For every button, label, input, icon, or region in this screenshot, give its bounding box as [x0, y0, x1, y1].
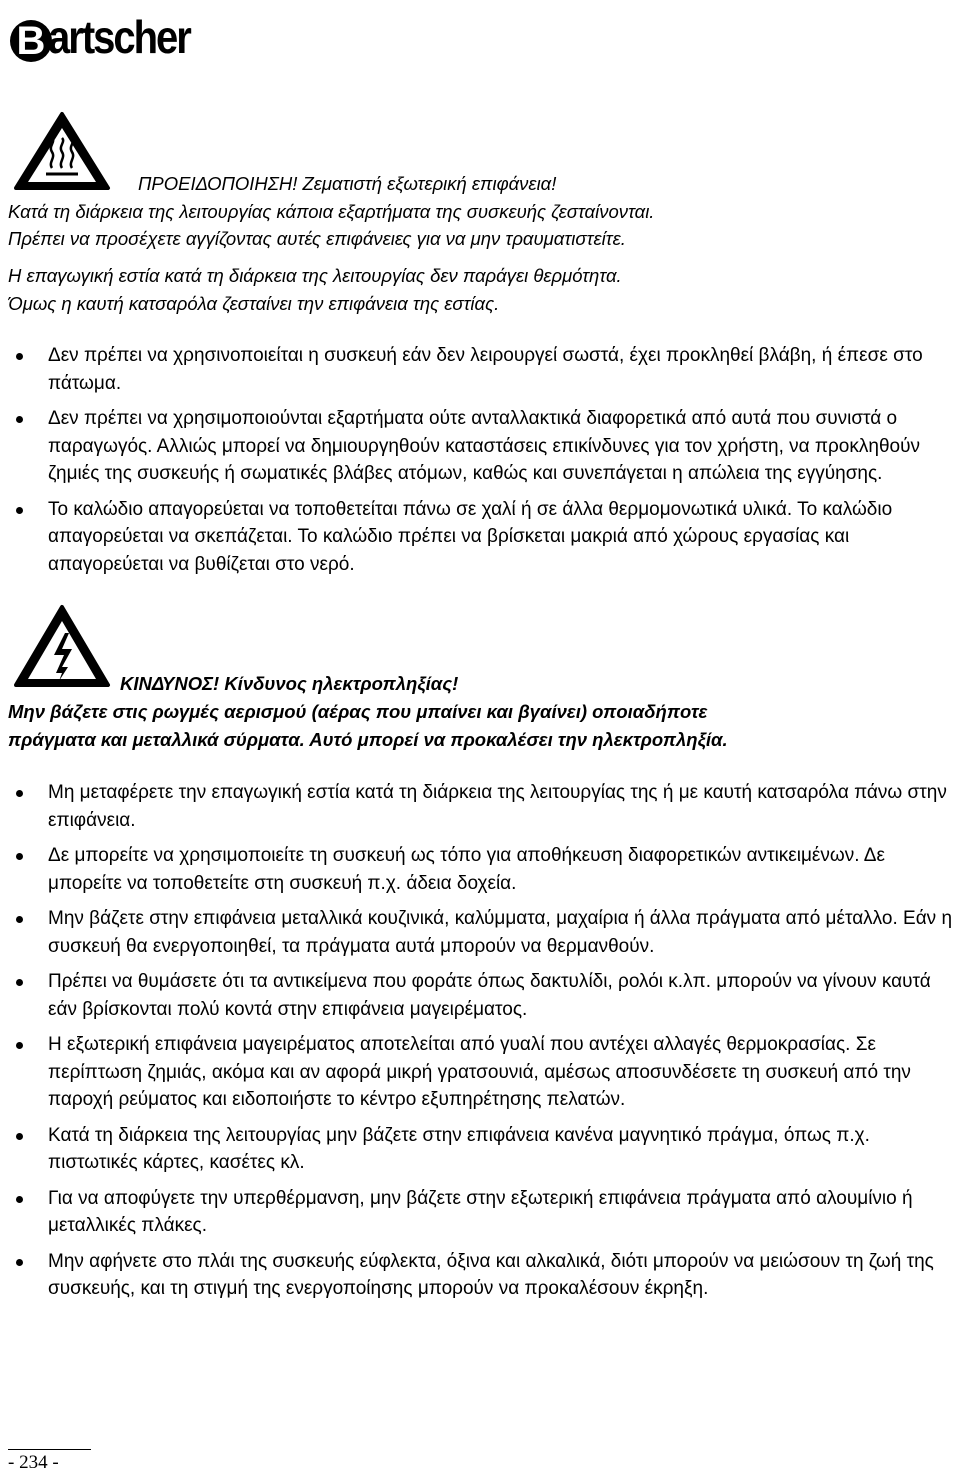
bullet-icon: [16, 507, 23, 514]
list-item: [0, 905, 960, 960]
list-item-text: Μην βάζετε στην επιφάνεια μεταλλικά κουζινικά, καλύμματα, μαχαίρια ή άλλα πράγματα από μέταλλο. Εάν η συσκευή θα ενεργοποιηθεί, τα πράγματα αυτά μπορούν να θερμανθούν.: [48, 908, 953, 957]
list-item-text: Δε μπορείτε να χρησιμοποιείτε τη συσκευή ως τόπο για αποθήκευση διαφορετικών αντικειμένων. Δε μπορείτε να τοποθετείτε στη συσκευή π.χ. άδεια δοχεία.: [48, 845, 885, 894]
danger-heading: ΚΙΝΔΥΝΟΣ! Κίνδυνος ηλεκτροπληξίας!: [120, 673, 459, 694]
danger-line: πράγματα και μεταλλικά σύρματα. Αυτό μπορεί να προκαλέσει την ηλεκτροπληξία.: [8, 729, 728, 750]
warning-bullet-list: [0, 342, 960, 586]
list-item-text: Η εξωτερική επιφάνεια μαγειρέματος αποτελείται από γυαλί που αντέχει αλλαγές θερμοκρασίας. Σε περίπτωση ζημιάς, ακόμα και αν αφορά μικρή γρατσουνιά, αμέσως αποσυνδέσετε τη συσκευή από την παροχή ρεύματος και ειδοποιήστε το κέντρο εξυπηρέτησης πελατών.: [48, 1034, 911, 1110]
list-item: [0, 496, 960, 579]
list-item: [0, 1185, 960, 1240]
list-item-text: Για να αποφύγετε την υπερθέρμανση, μην βάζετε στην εξωτερική επιφάνεια πράγματα από αλουμίνιο ή μεταλλικές πλάκες.: [48, 1187, 913, 1236]
electric-shock-danger-icon: [12, 603, 112, 689]
bullet-icon: [16, 916, 23, 923]
bullet-icon: [16, 853, 23, 860]
list-item-text: Δεν πρέπει να χρησινοποιείται η συσκευή εάν δεν λειρουργεί σωστά, έχει προκληθεί βλάβη, ή έπεσε στο πάτωμα.: [48, 345, 923, 394]
list-item-text: Το καλώδιο απαγορεύεται να τοποθετείται πάνω σε χαλί ή σε άλλα θερμομονωτικά υλικά. Το καλώδιο απαγορεύεται να σκεπάζεται. Το καλώδιο πρέπει να βρίσκεται μακριά από χώρους εργασίας και απαγορεύεται να βυθίζεται στο νερό.: [48, 498, 893, 575]
list-item-text: Κατά τη διάρκεια της λειτουργίας μην βάζετε στην επιφάνεια κανένα μαγνητικό πράγμα, όπως π.χ. πιστωτικές κάρτες, κασέτες κλ.: [48, 1124, 870, 1173]
bullet-icon: [16, 1042, 23, 1049]
list-item-text: Δεν πρέπει να χρησιμοποιούνται εξαρτήματα ούτε ανταλλακτικά διαφορετικά από αυτά που συνιστά ο παραγωγός. Αλλιώς μπορεί να δημιουργηθούν καταστάσεις επικίνδυνες για τον χρήστη, να προκληθούν ζημιές της συσκευής ή σωματικές βλάβες ατόμων, καθώς και συνεπάγεται η απώλεια της εγγύησης.: [48, 408, 920, 484]
list-item: [0, 342, 960, 397]
list-item: [0, 968, 960, 1023]
list-item: [0, 842, 960, 897]
list-item-text: Πρέπει να θυμάσετε ότι τα αντικείμενα που φοράτε όπως δακτυλίδι, ρολόι κ.λπ. μπορούν να γίνουν καυτά εάν βρίσκονται πολύ κοντά στην επιφάνεια μαγειρέματος.: [48, 971, 931, 1020]
danger-line: Μην βάζετε στις ρωγμές αερισμού (αέρας που μπαίνει και βγαίνει) οποιαδήποτε: [8, 701, 708, 722]
warning-heading: ΠΡΟΕΙΔΟΠΟΙΗΣΗ! Ζεματιστή εξωτερική επιφάνεια!: [138, 173, 557, 194]
bullet-icon: [16, 1196, 23, 1203]
bullet-icon: [16, 353, 23, 360]
logo-mark: B: [10, 20, 52, 62]
list-item: [0, 405, 960, 488]
danger-bullet-list: [0, 779, 960, 1311]
bullet-icon: [16, 1259, 23, 1266]
list-item: [0, 779, 960, 834]
bartscher-logo: [10, 6, 190, 62]
list-item: [0, 1248, 960, 1303]
logo-wordmark: artscher: [48, 12, 190, 64]
bullet-icon: [16, 416, 23, 423]
list-item: [0, 1031, 960, 1114]
footer-divider: [8, 1449, 91, 1450]
hot-surface-warning-icon: [12, 110, 112, 192]
warning-line: Η επαγωγική εστία κατά τη διάρκεια της λειτουργίας δεν παράγει θερμότητα.: [8, 265, 622, 286]
list-item-text: Μην αφήνετε στο πλάι της συσκευής εύφλεκτα, όξινα και αλκαλικά, διότι μπορούν να μειώσουν τη ζωή της συσκευής, και τη στιγμή της ενεργοποίησης μπορούν να προκαλέσουν έκρηξη.: [48, 1250, 934, 1299]
warning-line: Όμως η καυτή κατσαρόλα ζεσταίνει την επιφάνεια της εστίας.: [8, 293, 500, 314]
list-item-text: Μη μεταφέρετε την επαγωγική εστία κατά τη διάρκεια της λειτουργίας της ή με καυτή κατσαρόλα πάνω στην επιφάνεια.: [48, 782, 947, 831]
list-item: [0, 1122, 960, 1177]
bullet-icon: [16, 1133, 23, 1140]
bullet-icon: [16, 790, 23, 797]
warning-line: Πρέπει να προσέχετε αγγίζοντας αυτές επιφάνειες για να μην τραυματιστείτε.: [8, 228, 626, 249]
page-number: - 234 -: [8, 1452, 59, 1473]
bullet-icon: [16, 979, 23, 986]
warning-line: Κατά τη διάρκεια της λειτουργίας κάποια εξαρτήματα της συσκευής ζεσταίνονται.: [8, 201, 655, 222]
